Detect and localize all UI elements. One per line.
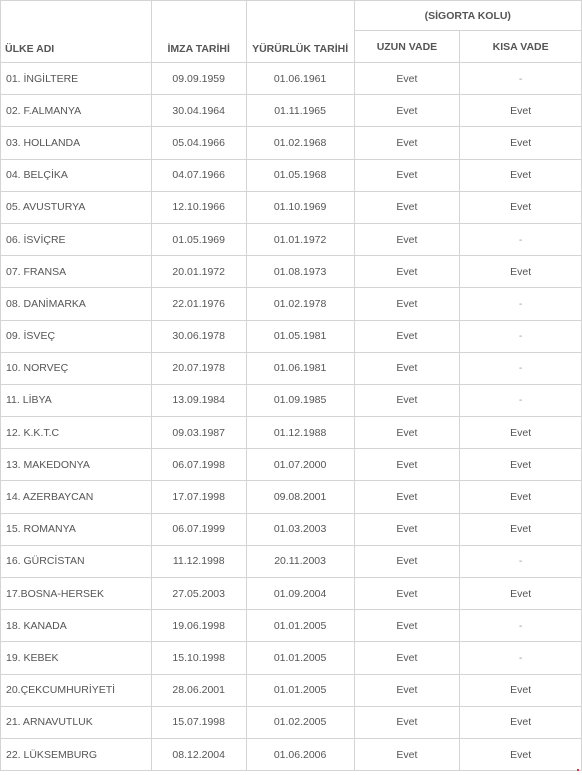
column-header-short-term: KISA VADE xyxy=(460,31,582,63)
cell-country: 13. MAKEDONYA xyxy=(1,449,152,481)
cell-sign-date: 30.06.1978 xyxy=(151,320,246,352)
cell-effective-date: 01.05.1981 xyxy=(246,320,354,352)
cell-short-term: Evet xyxy=(460,481,582,513)
cell-effective-date: 01.11.1965 xyxy=(246,95,354,127)
cell-long-term: Evet xyxy=(354,63,460,95)
cell-sign-date: 15.07.1998 xyxy=(151,706,246,738)
cell-short-term: Evet xyxy=(460,191,582,223)
cell-country: 17.BOSNA-HERSEK xyxy=(1,578,152,610)
cell-effective-date: 01.09.2004 xyxy=(246,578,354,610)
table-row xyxy=(1,706,582,738)
cell-short-term: Evet xyxy=(460,127,582,159)
table-row xyxy=(1,288,582,320)
cell-long-term: Evet xyxy=(354,384,460,416)
cell-effective-date: 01.06.1961 xyxy=(246,63,354,95)
cell-sign-date: 06.07.1999 xyxy=(151,513,246,545)
cell-country: 20.ÇEKCUMHURİYETİ xyxy=(1,674,152,706)
cell-long-term: Evet xyxy=(354,127,460,159)
cell-short-term: - xyxy=(460,320,582,352)
cell-sign-date: 09.09.1959 xyxy=(151,63,246,95)
cell-country: 18. KANADA xyxy=(1,610,152,642)
cell-effective-date: 01.10.1969 xyxy=(246,191,354,223)
cell-long-term: Evet xyxy=(354,545,460,577)
cell-country: 21. ARNAVUTLUK xyxy=(1,706,152,738)
cell-country: 12. K.K.T.C xyxy=(1,417,152,449)
cell-country: 07. FRANSA xyxy=(1,256,152,288)
cell-country: 02. F.ALMANYA xyxy=(1,95,152,127)
cell-country: 05. AVUSTURYA xyxy=(1,191,152,223)
cell-long-term: Evet xyxy=(354,159,460,191)
table-row xyxy=(1,578,582,610)
cell-effective-date: 01.01.1972 xyxy=(246,223,354,255)
table-row xyxy=(1,449,582,481)
cell-sign-date: 04.07.1966 xyxy=(151,159,246,191)
table-row xyxy=(1,159,582,191)
table-row xyxy=(1,384,582,416)
cell-short-term: Evet xyxy=(460,674,582,706)
cell-effective-date: 01.01.2005 xyxy=(246,642,354,674)
column-group-insurance-branch: (SİGORTA KOLU) xyxy=(354,1,581,31)
cell-long-term: Evet xyxy=(354,352,460,384)
cell-effective-date: 01.05.1968 xyxy=(246,159,354,191)
cell-effective-date: 01.09.1985 xyxy=(246,384,354,416)
cell-country: 19. KEBEK xyxy=(1,642,152,674)
cell-sign-date: 20.01.1972 xyxy=(151,256,246,288)
cell-long-term: Evet xyxy=(354,674,460,706)
cell-short-term: Evet xyxy=(460,449,582,481)
cell-effective-date: 01.02.2005 xyxy=(246,706,354,738)
cell-effective-date: 01.01.2005 xyxy=(246,610,354,642)
cell-long-term: Evet xyxy=(354,642,460,674)
cell-short-term: - xyxy=(460,352,582,384)
cell-short-term: - xyxy=(460,288,582,320)
cell-country: 08. DANİMARKA xyxy=(1,288,152,320)
cell-long-term: Evet xyxy=(354,95,460,127)
table-row xyxy=(1,610,582,642)
cell-short-term: Evet xyxy=(460,738,582,770)
cell-short-term: Evet xyxy=(460,95,582,127)
cell-short-term: Evet xyxy=(460,417,582,449)
header-row-group xyxy=(1,1,582,31)
cell-short-term: Evet xyxy=(460,706,582,738)
table-row xyxy=(1,95,582,127)
cell-sign-date: 28.06.2001 xyxy=(151,674,246,706)
cell-short-term: Evet xyxy=(460,578,582,610)
cell-short-term: - xyxy=(460,642,582,674)
column-header-country: ÜLKE ADI xyxy=(1,1,152,63)
cell-sign-date: 20.07.1978 xyxy=(151,352,246,384)
cell-effective-date: 01.08.1973 xyxy=(246,256,354,288)
cell-sign-date: 13.09.1984 xyxy=(151,384,246,416)
cell-sign-date: 09.03.1987 xyxy=(151,417,246,449)
cell-country: 22. LÜKSEMBURG xyxy=(1,738,152,770)
cell-long-term: Evet xyxy=(354,481,460,513)
cell-sign-date: 12.10.1966 xyxy=(151,191,246,223)
cell-long-term: Evet xyxy=(354,256,460,288)
cell-effective-date: 01.02.1978 xyxy=(246,288,354,320)
cell-short-term: - xyxy=(460,545,582,577)
table-row xyxy=(1,223,582,255)
table-row xyxy=(1,320,582,352)
cell-country: 10. NORVEÇ xyxy=(1,352,152,384)
cell-country: 11. LİBYA xyxy=(1,384,152,416)
cell-sign-date: 06.07.1998 xyxy=(151,449,246,481)
table-row xyxy=(1,417,582,449)
table-row xyxy=(1,191,582,223)
table-row xyxy=(1,352,582,384)
cell-effective-date: 01.06.2006 xyxy=(246,738,354,770)
cell-long-term: Evet xyxy=(354,610,460,642)
cell-sign-date: 27.05.2003 xyxy=(151,578,246,610)
cell-effective-date: 01.06.1981 xyxy=(246,352,354,384)
cell-long-term: Evet xyxy=(354,191,460,223)
cell-country: 16. GÜRCİSTAN xyxy=(1,545,152,577)
cell-long-term: Evet xyxy=(354,449,460,481)
table-row xyxy=(1,513,582,545)
table-row xyxy=(1,545,582,577)
table-row xyxy=(1,256,582,288)
cell-country: 14. AZERBAYCAN xyxy=(1,481,152,513)
cell-sign-date: 11.12.1998 xyxy=(151,545,246,577)
cell-short-term: - xyxy=(460,610,582,642)
cell-long-term: Evet xyxy=(354,578,460,610)
cell-short-term: - xyxy=(460,223,582,255)
cell-long-term: Evet xyxy=(354,223,460,255)
cell-sign-date: 22.01.1976 xyxy=(151,288,246,320)
cell-short-term: - xyxy=(460,63,582,95)
cell-country: 06. İSVİÇRE xyxy=(1,223,152,255)
table-row xyxy=(1,481,582,513)
table-row xyxy=(1,127,582,159)
cell-effective-date: 01.02.1968 xyxy=(246,127,354,159)
cell-sign-date: 08.12.2004 xyxy=(151,738,246,770)
cell-sign-date: 19.06.1998 xyxy=(151,610,246,642)
cell-long-term: Evet xyxy=(354,417,460,449)
cell-effective-date: 09.08.2001 xyxy=(246,481,354,513)
table-row xyxy=(1,642,582,674)
cell-long-term: Evet xyxy=(354,738,460,770)
corner-mark xyxy=(577,769,579,771)
cell-effective-date: 20.11.2003 xyxy=(246,545,354,577)
cell-country: 04. BELÇİKA xyxy=(1,159,152,191)
column-header-sign-date: İMZA TARİHİ xyxy=(151,1,246,63)
cell-sign-date: 30.04.1964 xyxy=(151,95,246,127)
cell-short-term: Evet xyxy=(460,159,582,191)
cell-long-term: Evet xyxy=(354,513,460,545)
cell-effective-date: 01.03.2003 xyxy=(246,513,354,545)
table-row xyxy=(1,674,582,706)
cell-effective-date: 01.07.2000 xyxy=(246,449,354,481)
cell-effective-date: 01.12.1988 xyxy=(246,417,354,449)
cell-sign-date: 01.05.1969 xyxy=(151,223,246,255)
cell-country: 01. İNGİLTERE xyxy=(1,63,152,95)
cell-sign-date: 17.07.1998 xyxy=(151,481,246,513)
cell-long-term: Evet xyxy=(354,320,460,352)
cell-short-term: - xyxy=(460,384,582,416)
cell-short-term: Evet xyxy=(460,256,582,288)
table-row xyxy=(1,63,582,95)
cell-sign-date: 05.04.1966 xyxy=(151,127,246,159)
column-header-effective-date: YÜRÜRLÜK TARİHİ xyxy=(246,1,354,63)
cell-country: 03. HOLLANDA xyxy=(1,127,152,159)
cell-sign-date: 15.10.1998 xyxy=(151,642,246,674)
cell-long-term: Evet xyxy=(354,706,460,738)
table-row xyxy=(1,738,582,770)
cell-short-term: Evet xyxy=(460,513,582,545)
cell-effective-date: 01.01.2005 xyxy=(246,674,354,706)
cell-country: 15. ROMANYA xyxy=(1,513,152,545)
cell-country: 09. İSVEÇ xyxy=(1,320,152,352)
cell-long-term: Evet xyxy=(354,288,460,320)
table-body xyxy=(1,63,582,771)
column-header-long-term: UZUN VADE xyxy=(354,31,460,63)
